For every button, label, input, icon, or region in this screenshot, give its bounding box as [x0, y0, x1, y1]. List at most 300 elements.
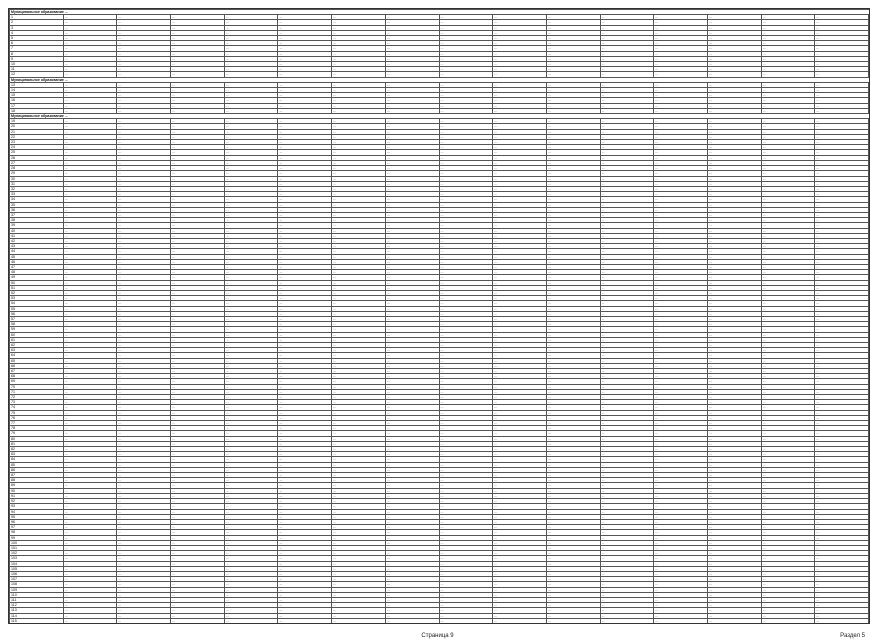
table-cell: 111: [10, 597, 64, 602]
table-cell: ...: [707, 124, 761, 129]
table-cell: ...: [600, 56, 654, 61]
table-cell: ...: [439, 228, 493, 233]
table-cell: ...: [761, 509, 815, 514]
table-cell: ...: [761, 51, 815, 56]
table-cell: 32: [10, 186, 64, 191]
table-cell: ...: [385, 207, 439, 212]
table-cell: ...: [224, 202, 278, 207]
table-cell: ...: [493, 343, 547, 348]
table-cell: ...: [761, 270, 815, 275]
table-cell: ...: [439, 316, 493, 321]
table-cell: ...: [63, 447, 117, 452]
table-cell: ...: [654, 171, 708, 176]
table-cell: ...: [332, 441, 386, 446]
table-cell: ...: [546, 129, 600, 134]
table-cell: ...: [332, 129, 386, 134]
table-cell: ...: [707, 597, 761, 602]
table-cell: ...: [224, 384, 278, 389]
table-cell: ...: [117, 618, 171, 623]
table-cell: 68: [10, 374, 64, 379]
table-cell: ...: [439, 150, 493, 155]
table-cell: ...: [493, 280, 547, 285]
table-cell: ...: [761, 488, 815, 493]
table-cell: ...: [654, 160, 708, 165]
table-cell: ...: [385, 540, 439, 545]
table-cell: ...: [707, 166, 761, 171]
table-cell: ...: [761, 556, 815, 561]
table-cell: ...: [278, 150, 332, 155]
table-cell: ...: [439, 395, 493, 400]
table-cell: ...: [815, 316, 869, 321]
table-cell: ...: [385, 264, 439, 269]
table-cell: ...: [493, 212, 547, 217]
table-cell: ...: [278, 264, 332, 269]
table-cell: ...: [63, 176, 117, 181]
table-cell: ...: [439, 124, 493, 129]
table-cell: ...: [278, 592, 332, 597]
table-cell: ...: [171, 473, 225, 478]
table-cell: ...: [654, 301, 708, 306]
table-cell: ...: [761, 410, 815, 415]
table-cell: ...: [761, 20, 815, 25]
table-cell: ...: [332, 483, 386, 488]
table-cell: ...: [707, 296, 761, 301]
table-cell: ...: [224, 556, 278, 561]
table-cell: 97: [10, 525, 64, 530]
table-cell: ...: [439, 275, 493, 280]
table-cell: ...: [278, 67, 332, 72]
table-cell: ...: [493, 134, 547, 139]
table-cell: ...: [439, 67, 493, 72]
table-cell: ...: [707, 582, 761, 587]
table-cell: ...: [171, 181, 225, 186]
table-cell: ...: [761, 223, 815, 228]
table-cell: ...: [332, 493, 386, 498]
table-cell: ...: [600, 311, 654, 316]
table-cell: ...: [171, 30, 225, 35]
table-cell: ...: [761, 259, 815, 264]
table-cell: ...: [600, 363, 654, 368]
table-cell: ...: [815, 410, 869, 415]
table-cell: ...: [63, 249, 117, 254]
table-cell: ...: [600, 421, 654, 426]
table-cell: ...: [654, 493, 708, 498]
table-cell: 77: [10, 421, 64, 426]
table-cell: ...: [224, 249, 278, 254]
table-cell: ...: [815, 290, 869, 295]
table-cell: ...: [546, 306, 600, 311]
table-cell: 40: [10, 228, 64, 233]
table-cell: ...: [493, 327, 547, 332]
table-cell: ...: [63, 238, 117, 243]
table-cell: ...: [493, 192, 547, 197]
table-cell: ...: [278, 337, 332, 342]
table-cell: ...: [493, 207, 547, 212]
table-cell: ...: [332, 509, 386, 514]
table-cell: ...: [546, 587, 600, 592]
table-cell: ...: [224, 348, 278, 353]
table-cell: ...: [171, 597, 225, 602]
table-cell: ...: [332, 457, 386, 462]
table-cell: ...: [224, 316, 278, 321]
table-cell: ...: [385, 155, 439, 160]
table-cell: ...: [224, 478, 278, 483]
table-cell: ...: [815, 405, 869, 410]
table-cell: ...: [654, 41, 708, 46]
table-cell: ...: [654, 571, 708, 576]
table-cell: ...: [654, 587, 708, 592]
table-cell: 53: [10, 296, 64, 301]
table-cell: ...: [815, 426, 869, 431]
table-cell: ...: [707, 67, 761, 72]
table-cell: 14: [10, 88, 64, 93]
table-cell: ...: [117, 483, 171, 488]
table-cell: ...: [385, 166, 439, 171]
table-cell: ...: [117, 228, 171, 233]
table-cell: ...: [761, 67, 815, 72]
table-cell: 69: [10, 379, 64, 384]
table-cell: ...: [332, 108, 386, 113]
table-cell: ...: [600, 25, 654, 30]
table-cell: ...: [385, 244, 439, 249]
table-cell: ...: [546, 410, 600, 415]
table-cell: 86: [10, 467, 64, 472]
table-cell: ...: [278, 46, 332, 51]
table-cell: ...: [761, 296, 815, 301]
table-cell: ...: [439, 504, 493, 509]
table-cell: ...: [224, 571, 278, 576]
table-cell: ...: [63, 270, 117, 275]
table-cell: ...: [332, 56, 386, 61]
table-cell: ...: [654, 504, 708, 509]
table-cell: ...: [707, 306, 761, 311]
table-cell: ...: [439, 592, 493, 597]
table-cell: ...: [600, 20, 654, 25]
table-cell: ...: [707, 155, 761, 160]
table-cell: ...: [439, 171, 493, 176]
table-cell: ...: [493, 264, 547, 269]
table-cell: ...: [439, 181, 493, 186]
table-cell: ...: [332, 613, 386, 618]
table-cell: ...: [385, 124, 439, 129]
table-cell: ...: [224, 561, 278, 566]
table-cell: ...: [439, 238, 493, 243]
table-cell: ...: [493, 577, 547, 582]
table-cell: ...: [546, 592, 600, 597]
table-cell: ...: [761, 327, 815, 332]
table-cell: ...: [654, 197, 708, 202]
table-cell: ...: [278, 483, 332, 488]
table-cell: ...: [761, 551, 815, 556]
table-cell: 5: [10, 36, 64, 41]
table-cell: ...: [224, 228, 278, 233]
table-cell: ...: [439, 98, 493, 103]
table-cell: ...: [761, 473, 815, 478]
table-cell: ...: [493, 150, 547, 155]
table-cell: ...: [761, 316, 815, 321]
table-cell: [332, 623, 386, 624]
table-cell: ...: [224, 301, 278, 306]
table-cell: 4: [10, 30, 64, 35]
table-cell: ...: [815, 540, 869, 545]
table-cell: ...: [761, 566, 815, 571]
table-cell: ...: [224, 535, 278, 540]
table-cell: ...: [117, 566, 171, 571]
table-cell: ...: [385, 348, 439, 353]
table-cell: ...: [278, 441, 332, 446]
table-cell: ...: [761, 603, 815, 608]
table-cell: 76: [10, 415, 64, 420]
table-cell: [10, 623, 64, 624]
table-cell: ...: [600, 551, 654, 556]
table-cell: 112: [10, 603, 64, 608]
table-cell: ...: [493, 62, 547, 67]
table-cell: ...: [546, 228, 600, 233]
table-cell: ...: [63, 129, 117, 134]
table-cell: ...: [171, 186, 225, 191]
table-cell: ...: [63, 337, 117, 342]
table-cell: ...: [600, 447, 654, 452]
table-cell: ...: [600, 327, 654, 332]
table-cell: ...: [546, 20, 600, 25]
table-cell: ...: [439, 353, 493, 358]
table-cell: ...: [332, 405, 386, 410]
table-cell: ...: [546, 41, 600, 46]
table-cell: ...: [171, 270, 225, 275]
table-cell: ...: [63, 207, 117, 212]
table-cell: ...: [117, 270, 171, 275]
table-cell: ...: [332, 592, 386, 597]
table-cell: ...: [439, 389, 493, 394]
table-cell: ...: [117, 140, 171, 145]
table-cell: ...: [332, 25, 386, 30]
table-cell: ...: [600, 285, 654, 290]
table-cell: ...: [63, 597, 117, 602]
table-cell: ...: [439, 15, 493, 20]
table-cell: ...: [224, 20, 278, 25]
table-cell: ...: [546, 493, 600, 498]
table-cell: ...: [63, 530, 117, 535]
table-cell: 46: [10, 259, 64, 264]
table-cell: ...: [278, 603, 332, 608]
table-cell: ...: [117, 223, 171, 228]
table-cell: ...: [171, 436, 225, 441]
table-cell: ...: [600, 202, 654, 207]
table-cell: ...: [117, 290, 171, 295]
table-cell: ...: [761, 124, 815, 129]
table-cell: 75: [10, 410, 64, 415]
table-cell: ...: [546, 441, 600, 446]
table-cell: ...: [385, 275, 439, 280]
table-cell: ...: [63, 72, 117, 77]
table-cell: ...: [332, 150, 386, 155]
table-cell: ...: [707, 348, 761, 353]
table-cell: ...: [761, 290, 815, 295]
table-cell: ...: [171, 306, 225, 311]
table-cell: ...: [654, 452, 708, 457]
table-cell: ...: [63, 316, 117, 321]
table-cell: 23: [10, 140, 64, 145]
table-cell: ...: [654, 249, 708, 254]
table-cell: ...: [439, 192, 493, 197]
table-cell: [546, 623, 600, 624]
table-cell: ...: [546, 98, 600, 103]
table-cell: 74: [10, 405, 64, 410]
table-cell: ...: [171, 15, 225, 20]
table-cell: ...: [117, 410, 171, 415]
table-cell: ...: [707, 592, 761, 597]
table-cell: ...: [600, 51, 654, 56]
table-cell: ...: [63, 301, 117, 306]
table-cell: ...: [117, 36, 171, 41]
table-cell: ...: [117, 530, 171, 535]
table-cell: ...: [707, 290, 761, 295]
table-cell: 87: [10, 473, 64, 478]
table-cell: ...: [224, 530, 278, 535]
table-cell: ...: [63, 353, 117, 358]
table-cell: ...: [815, 389, 869, 394]
table-cell: ...: [546, 348, 600, 353]
table-cell: ...: [117, 545, 171, 550]
table-cell: ...: [224, 462, 278, 467]
table-cell: ...: [171, 176, 225, 181]
table-cell: ...: [654, 384, 708, 389]
table-cell: ...: [815, 473, 869, 478]
table-cell: ...: [224, 358, 278, 363]
table-cell: ...: [707, 46, 761, 51]
table-cell: ...: [63, 186, 117, 191]
table-cell: ...: [761, 608, 815, 613]
table-cell: ...: [707, 264, 761, 269]
table-cell: ...: [63, 171, 117, 176]
table-cell: ...: [385, 551, 439, 556]
table-cell: ...: [815, 348, 869, 353]
table-cell: ...: [654, 88, 708, 93]
table-cell: ...: [224, 30, 278, 35]
table-cell: 84: [10, 457, 64, 462]
table-cell: ...: [707, 103, 761, 108]
table-cell: ...: [224, 244, 278, 249]
table-cell: ...: [439, 519, 493, 524]
table-cell: ...: [63, 587, 117, 592]
table-cell: ...: [546, 561, 600, 566]
table-cell: ...: [815, 421, 869, 426]
table-cell: ...: [332, 202, 386, 207]
table-cell: ...: [654, 400, 708, 405]
table-cell: ...: [815, 119, 869, 124]
table-cell: ...: [439, 129, 493, 134]
table-cell: ...: [278, 233, 332, 238]
table-cell: ...: [224, 405, 278, 410]
table-cell: ...: [493, 566, 547, 571]
table-cell: ...: [332, 514, 386, 519]
table-cell: 36: [10, 207, 64, 212]
table-cell: ...: [117, 327, 171, 332]
table-cell: ...: [171, 197, 225, 202]
table-cell: ...: [224, 160, 278, 165]
table-cell: ...: [546, 535, 600, 540]
table-cell: ...: [493, 478, 547, 483]
table-cell: ...: [600, 270, 654, 275]
table-cell: ...: [493, 233, 547, 238]
table-cell: ...: [224, 270, 278, 275]
table-cell: ...: [815, 82, 869, 87]
table-cell: ...: [171, 160, 225, 165]
table-cell: 104: [10, 561, 64, 566]
table-cell: ...: [63, 181, 117, 186]
table-cell: ...: [600, 301, 654, 306]
table-cell: ...: [117, 353, 171, 358]
table-cell: ...: [224, 264, 278, 269]
table-cell: 63: [10, 348, 64, 353]
table-cell: ...: [439, 244, 493, 249]
table-cell: ...: [171, 452, 225, 457]
table-cell: ...: [278, 322, 332, 327]
table-cell: ...: [332, 504, 386, 509]
table-cell: 12: [10, 72, 64, 77]
table-cell: ...: [278, 525, 332, 530]
table-cell: ...: [171, 582, 225, 587]
table-cell: ...: [815, 556, 869, 561]
table-cell: ...: [117, 207, 171, 212]
table-cell: ...: [224, 176, 278, 181]
table-cell: ...: [600, 530, 654, 535]
table-cell: ...: [63, 551, 117, 556]
table-cell: ...: [439, 462, 493, 467]
table-cell: ...: [600, 473, 654, 478]
table-cell: ...: [600, 577, 654, 582]
table-cell: ...: [63, 395, 117, 400]
table-cell: ...: [815, 343, 869, 348]
table-cell: ...: [600, 150, 654, 155]
table-cell: ...: [224, 613, 278, 618]
table-cell: ...: [761, 363, 815, 368]
table-cell: ...: [439, 473, 493, 478]
table-cell: 58: [10, 322, 64, 327]
table-cell: ...: [171, 296, 225, 301]
table-cell: ...: [815, 15, 869, 20]
table-cell: ...: [815, 20, 869, 25]
table-cell: ...: [224, 181, 278, 186]
table-cell: ...: [278, 181, 332, 186]
table-cell: ...: [761, 264, 815, 269]
table-cell: 28: [10, 166, 64, 171]
table-cell: ...: [815, 275, 869, 280]
table-cell: ...: [654, 264, 708, 269]
table-cell: ...: [332, 186, 386, 191]
table-cell: ...: [654, 395, 708, 400]
table-cell: ...: [385, 88, 439, 93]
table-cell: ...: [385, 56, 439, 61]
table-cell: 114: [10, 613, 64, 618]
table-cell: ...: [224, 280, 278, 285]
table-cell: ...: [493, 244, 547, 249]
table-cell: ...: [224, 192, 278, 197]
table-cell: ...: [63, 119, 117, 124]
table-cell: ...: [332, 488, 386, 493]
table-cell: ...: [385, 499, 439, 504]
table-cell: 2: [10, 20, 64, 25]
table-cell: ...: [761, 436, 815, 441]
table-cell: ...: [332, 597, 386, 602]
table-cell: 41: [10, 233, 64, 238]
table-cell: ...: [546, 421, 600, 426]
table-cell: ...: [600, 488, 654, 493]
table-cell: ...: [546, 36, 600, 41]
table-cell: ...: [654, 82, 708, 87]
table-cell: ...: [171, 238, 225, 243]
table-cell: ...: [546, 514, 600, 519]
